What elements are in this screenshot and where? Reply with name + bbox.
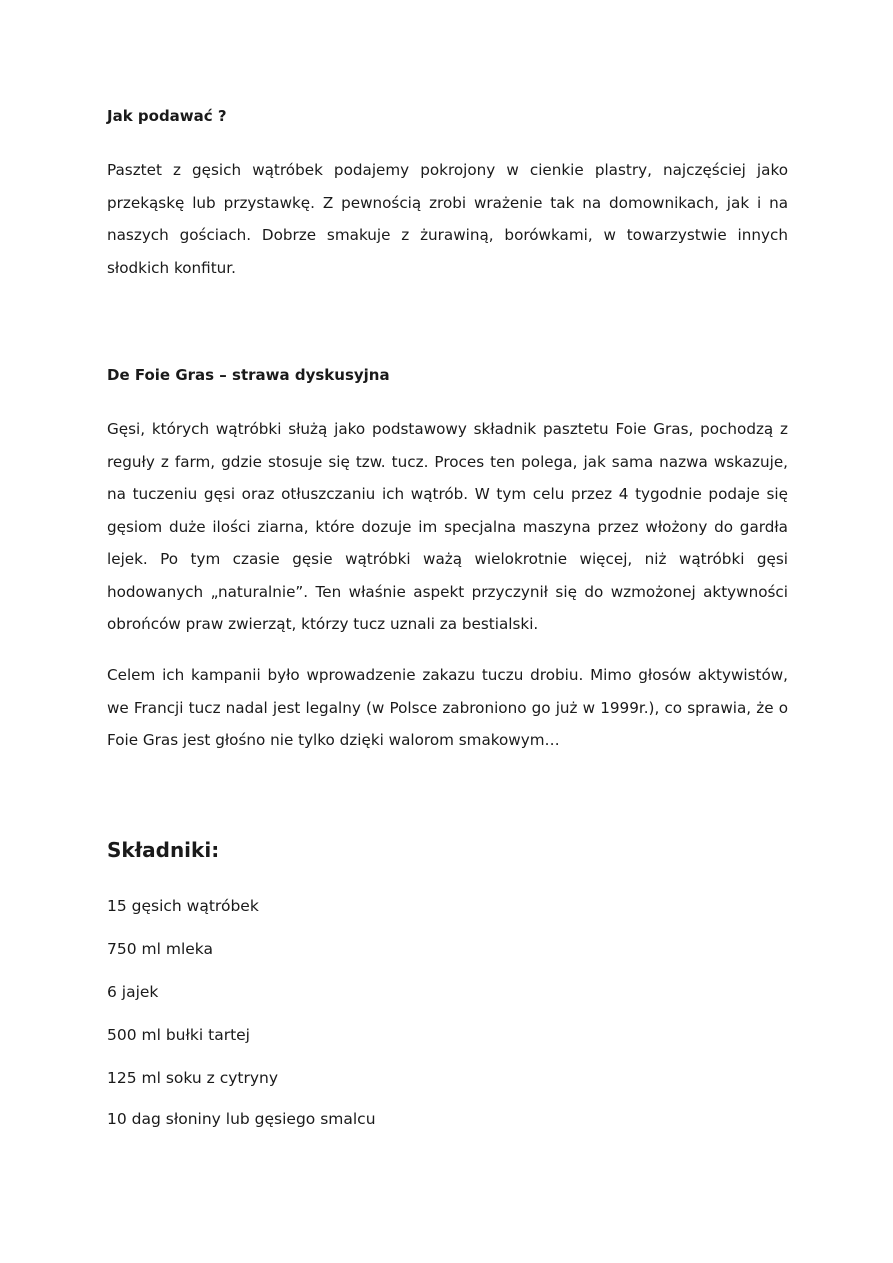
- foie-gras-paragraph-1: Gęsi, których wątróbki służą jako podstawowy składnik pasztetu Foie Gras, pochodzą z reguły z farm, gdzie stosuje się tzw. tucz. Proces ten polega, jak sama nazwa wskazuje, na tuczeniu gęsi oraz otłuszczaniu ich wątrób. W tym celu przez 4 tygodnie podaje się gęsiom duże ilości ziarna, które dozuje im specjalna maszyna przez włożony do gardła lejek. Po tym czasie gęsie wątróbki ważą wielokrotnie więcej, niż wątróbki gęsi hodowanych „naturalnie”. Ten właśnie aspekt przyczynił się do wzmożonej aktywności obrońców praw zwierząt, którzy tucz uznali za bestialski.: [107, 420, 788, 633]
- serving-heading: Jak podawać ?: [107, 107, 227, 125]
- ingredient-item: 15 gęsich wątróbek: [107, 897, 259, 915]
- ingredient-item: 500 ml bułki tartej: [107, 1026, 250, 1044]
- ingredient-item: 6 jajek: [107, 983, 159, 1001]
- ingredient-item: 10 dag słoniny lub gęsiego smalcu: [107, 1110, 376, 1128]
- foie-gras-paragraph-2: Celem ich kampanii było wprowadzenie zakazu tuczu drobiu. Mimo głosów aktywistów, we Francji tucz nadal jest legalny (w Polsce zabroniono go już w 1999r.), co sprawia, że o Foie Gras jest głośno nie tylko dzięki walorom smakowym…: [107, 666, 788, 749]
- serving-paragraph: Pasztet z gęsich wątróbek podajemy pokrojony w cienkie plastry, najczęściej jako przekąskę lub przystawkę. Z pewnością zrobi wrażenie tak na domownikach, jak i na naszych gościach. Dobrze smakuje z żurawiną, borówkami, w towarzystwie innych słodkich konfitur.: [107, 161, 788, 277]
- ingredient-item: 125 ml soku z cytryny: [107, 1069, 279, 1087]
- ingredients-heading: Składniki:: [107, 838, 220, 862]
- ingredient-item: 750 ml mleka: [107, 940, 213, 958]
- foie-gras-heading: De Foie Gras – strawa dyskusyjna: [107, 366, 390, 384]
